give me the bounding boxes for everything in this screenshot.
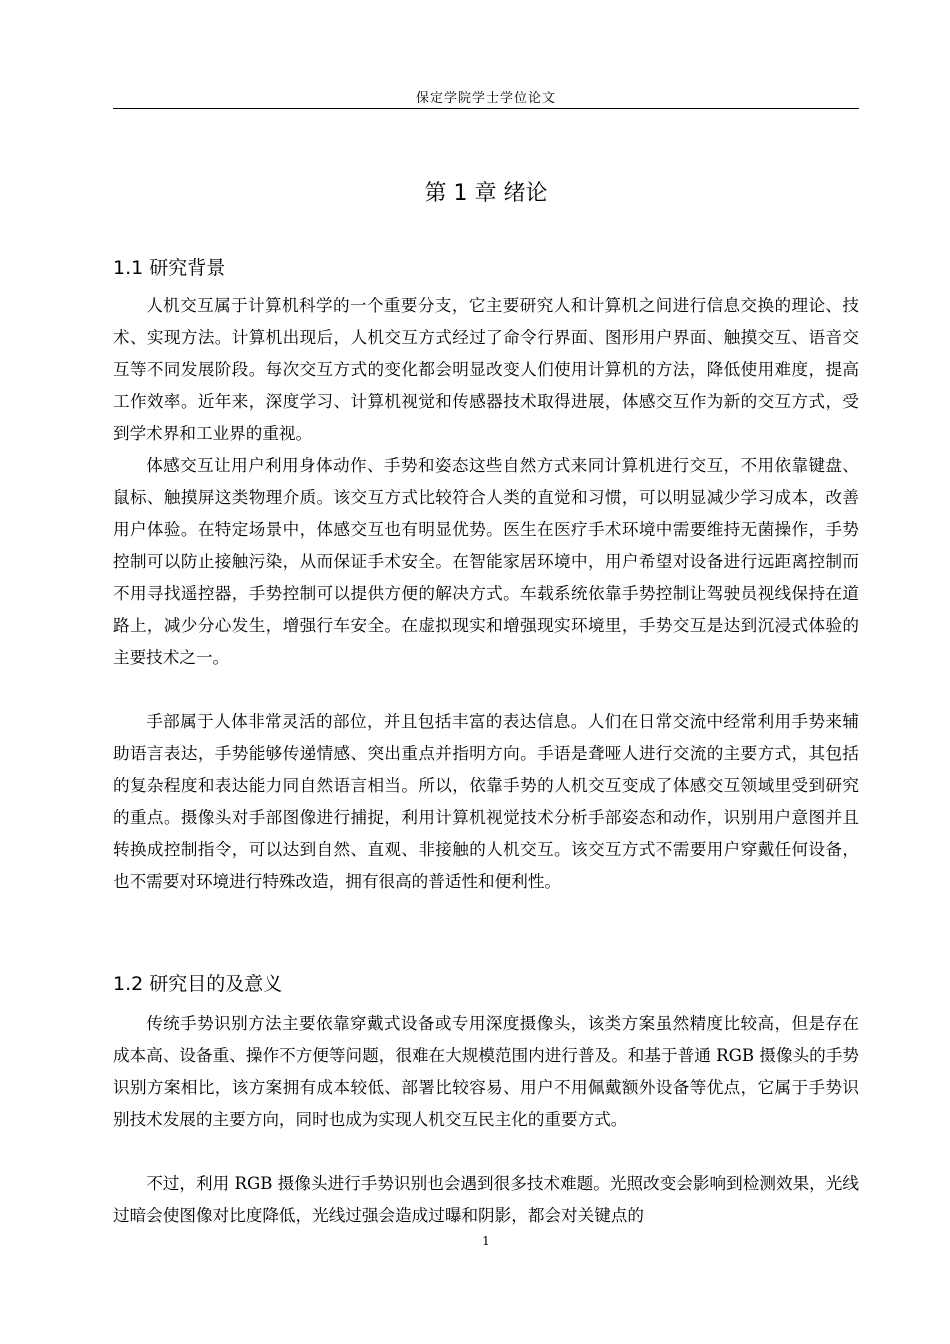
- paragraph: 传统手势识别方法主要依靠穿戴式设备或专用深度摄像头，该类方案虽然精度比较高，但是存在成本高、设备重、操作不方便等问题，很难在大规模范围内进行普及。和基于普通 RGB 摄像头的手势识别方案相比，该方案拥有成本较低、部署比较容易、用户不用佩戴额外设备等优点，它属于手势识别技术发展的主要方向，同时也成为实现人机交互民主化的重要方式。: [113, 1014, 859, 1129]
- paragraph: 不过，利用 RGB 摄像头进行手势识别也会遇到很多技术难题。光照改变会影响到检测效果，光线过暗会使图像对比度降低，光线过强会造成过曝和阴影，都会对关键点的: [113, 1174, 859, 1225]
- section-heading-1-2: 1.2 研究目的及意义: [113, 973, 283, 995]
- paragraph: 手部属于人体非常灵活的部位，并且包括丰富的表达信息。人们在日常交流中经常利用手势来辅助语言表达，手势能够传递情感、突出重点并指明方向。手语是聋哑人进行交流的主要方式，其包括的复杂程度和表达能力同自然语言相当。所以，依靠手势的人机交互变成了体感交互领域里受到研究的重点。摄像头对手部图像进行捕捉，利用计算机视觉技术分析手部姿态和动作，识别用户意图并且转换成控制指令，可以达到自然、直观、非接触的人机交互。该交互方式不需要用户穿戴任何设备，也不需要对环境进行特殊改造，拥有很高的普适性和便利性。: [113, 712, 859, 891]
- section-heading-1-1: 1.1 研究背景: [113, 257, 226, 279]
- header-rule: [113, 108, 859, 109]
- page-number: 1: [482, 1234, 490, 1248]
- running-header: 保定学院学士学位论文: [415, 91, 556, 106]
- chapter-title: 第 1 章 绪论: [424, 181, 548, 206]
- paragraph: 体感交互让用户利用身体动作、手势和姿态这些自然方式来同计算机进行交互，不用依靠键盘、鼠标、触摸屏这类物理介质。该交互方式比较符合人类的直觉和习惯，可以明显减少学习成本，改善用户体验。在特定场景中，体感交互也有明显优势。医生在医疗手术环境中需要维持无菌操作，手势控制可以防止接触污染，从而保证手术安全。在智能家居环境中，用户希望对设备进行远距离控制而不用寻找遥控器，手势控制可以提供方便的解决方式。车载系统依靠手势控制让驾驶员视线保持在道路上，减少分心发生，增强行车安全。在虚拟现实和增强现实环境里，手势交互是达到沉浸式体验的主要技术之一。: [113, 456, 859, 667]
- paragraph: 人机交互属于计算机科学的一个重要分支，它主要研究人和计算机之间进行信息交换的理论、技术、实现方法。计算机出现后，人机交互方式经过了命令行界面、图形用户界面、触摸交互、语音交互等不同发展阶段。每次交互方式的变化都会明显改变人们使用计算机的方法，降低使用难度，提高工作效率。近年来，深度学习、计算机视觉和传感器技术取得进展，体感交互作为新的交互方式，受到学术界和工业界的重视。: [113, 296, 859, 443]
